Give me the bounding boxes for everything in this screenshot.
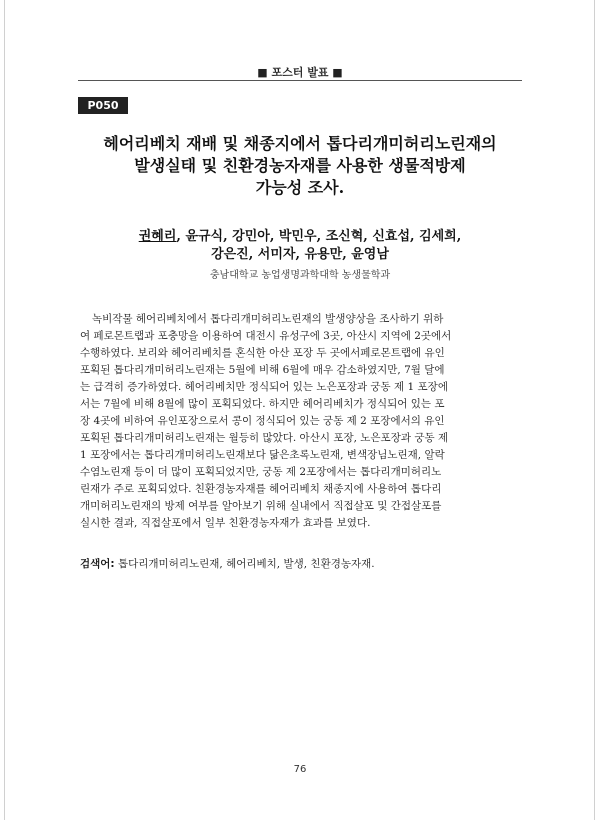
author-line [80,228,520,246]
abstract-line: 여 페로몬트랩과 포충망을 이용하여 대전시 유성구에 3곳, 아산시 지역에 2곳에서 [80,330,452,342]
keywords-label: 검색어: [80,558,115,570]
author-list [80,228,520,264]
presenting-author: 권혜리 [138,229,177,244]
title-line: 가능성 조사. [255,178,345,197]
page-number: 76 [293,764,307,775]
abstract-line: 포획된 톱다리개미허리노린재는 5월에 비해 6월에 매우 감소하였지만, 7월 달에 [80,364,445,376]
section-header: ■ 포스터 발표 ■ [257,66,343,79]
abstract-line: 린재가 주로 포획되었다. 친환경농자재를 헤어리베치 채종지에 사용하여 톱다리 [80,483,442,495]
abstract-line: 수행하였다. 보리와 헤어리베치를 혼식한 아산 포장 두 곳에서페로몬트랩에 유인 [80,347,445,359]
abstract-line: 1 포장에서는 톱다리개미허리노린재보다 닮은초록노린재, 변색장님노린재, 알락 [80,449,445,461]
paper-title [70,133,530,199]
abstract-line: 장 4곳에 비하여 유인포장으로서 콩이 정식되어 있는 궁동 제 2 포장에서의 유인 [80,415,445,427]
abstract-line: 는 급격히 증가하였다. 헤어리베치만 정식되어 있는 노은포장과 궁동 제 1 포장에 [80,381,448,393]
author-names: , 윤규식, 강민아, 박민우, 조신혁, 신효섭, 김세희, [176,229,462,244]
abstract-line: 녹비작물 헤어리베치에서 톱다리개미허리노린재의 발생양상을 조사하기 위하 [92,313,444,325]
keywords-text: 톱다리개미허리노린재, 헤어리베치, 발생, 친환경농자재. [114,558,375,570]
abstract-line: 실시한 결과, 직접살포에서 일부 친환경농자재가 효과를 보였다. [80,517,371,529]
title-line: 헤어리베치 재배 및 채종지에서 톱다리개미허리노린재의 [103,134,497,153]
author-line: 강은진, 서미자, 유용만, 윤영남 [211,247,389,262]
page-border-right [594,0,595,820]
abstract-body [80,311,520,532]
page-border-left [4,0,5,820]
abstract-line: 개미허리노린재의 방제 여부를 알아보기 위해 실내에서 직접살포 및 간접살포를 [80,500,442,512]
header-divider [78,80,522,81]
abstract-line: 수염노린재 등이 더 많이 포획되었지만, 궁동 제 2포장에서는 톱다리개미허리노 [80,466,442,478]
title-line: 발생실태 및 친환경농자재를 사용한 생물적방제 [134,156,466,175]
abstract-line: 서는 7월에 비해 8월에 많이 포획되었다. 하지만 헤어리베치가 정식되어 있는 포 [80,398,445,410]
poster-code-badge: P050 [78,97,128,114]
abstract-line: 포획된 톱다리개미허리노린재는 월등히 많았다. 아산시 포장, 노은포장과 궁동 제 [80,432,449,444]
keywords [80,556,520,573]
affiliation: 충남대학교 농업생명과학대학 농생물학과 [209,270,391,281]
